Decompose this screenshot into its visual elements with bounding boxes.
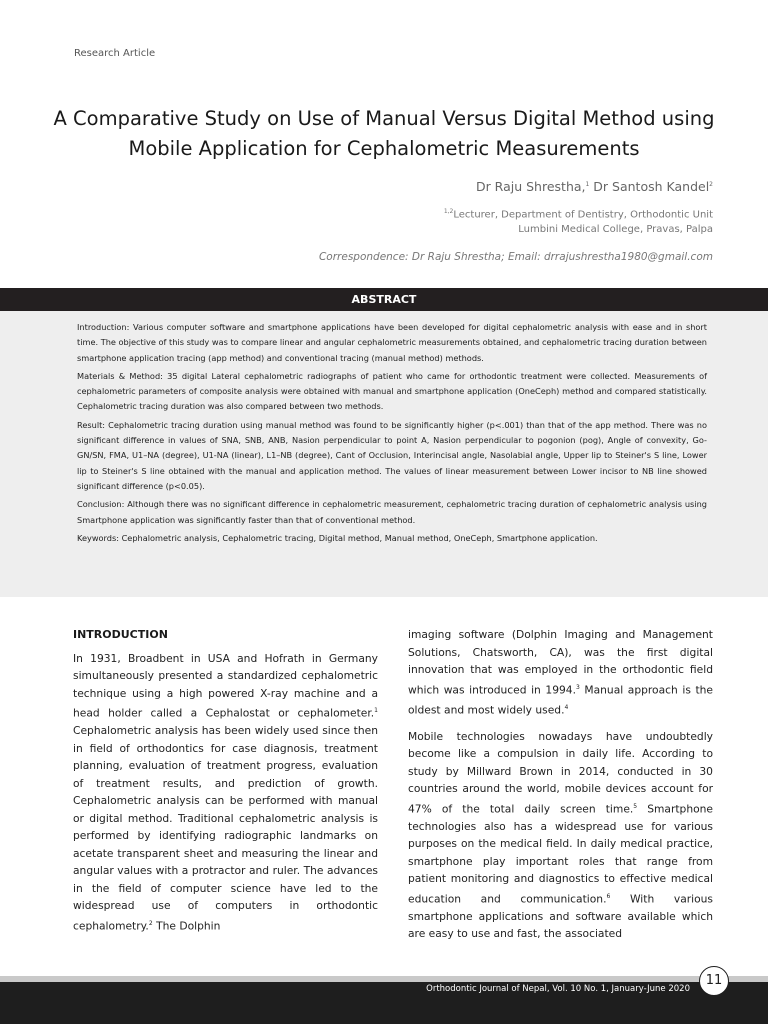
abstract-introduction: Introduction: Various computer software and smartphone applications have been developed for digital cephalometric analysis with ease and in short time. The objective of this study was to compare linear and angular cephalometric measurements obtained, and cephalometric tracing duration between smartphone application tracing (app method) and conventional tracing (manual method) methods.: [77, 322, 707, 363]
citation-mark: 4: [564, 703, 569, 711]
author-name: Dr Santosh Kandel: [589, 179, 710, 194]
body-text: Smartphone technologies also has a widespread use for various purposes on the medical field. In daily medical practice, smartphone play important roles that range from patient monitoring and diagnostics to effective medical education and communication.: [408, 802, 713, 906]
citation-mark: 6: [606, 892, 611, 900]
abstract-conclusion: Conclusion: Although there was no significant difference in cephalometric measurement, cephalometric tracing duration of cephalometric analysis using Smartphone application was significantly faster than that of conventional method.: [77, 499, 707, 525]
citation-mark: 5: [633, 802, 638, 810]
abstract-result: Result: Cephalometric tracing duration using manual method was found to be significantly higher (p<.001) than that of the app method. There was no significant difference in values of SNA, SNB, ANB, Nasion perpendicular to point A, Nasion perpendicular to pogonion (pog), Angle of convexity, Go-GN/SN, FMA, U1–NA (degree), U1-NA (linear), L1–NB (degree), Cant of Occlusion, Interincisal angle, Nasolabial angle, Upper lip to Steiner's S line, Lower lip to Steiner's S line obtained with the manual and application method. The values of linear measurement between Lower incisor to NB line showed significant difference (p<0.05).: [77, 419, 707, 491]
affiliation-line: Lecturer, Department of Dentistry, Orthodontic Unit: [453, 209, 713, 221]
body-paragraph: [73, 650, 378, 935]
body-text: imaging software (Dolphin Imaging and Management Solutions, Chatsworth, CA), was the first digital innovation that was employed in the orthodontic field which was introduced in 1994.: [408, 628, 713, 697]
body-paragraph: [408, 728, 713, 943]
citation-mark: 2: [148, 919, 153, 927]
citation-mark: 1: [374, 707, 378, 714]
affiliation-line: Lumbini Medical College, Pravas, Palpa: [518, 224, 713, 236]
page-number: 11: [699, 966, 729, 996]
article-type-label: Research Article: [74, 48, 156, 59]
abstract-box: [0, 311, 768, 597]
body-text: Cephalometric analysis has been widely used since then in field of orthodontics for case diagnosis, treatment planning, evaluation of treatment progress, evaluation of treatment results, and prediction of growth. Cephalometric analysis can be performed with manual or digital method. Traditional cephalometric analysis is performed by identifying radiographic landmarks on acetate transparent sheet and measuring the linear and angular values with a protractor and ruler. The advances in the field of computer science have led to the widespread use of computers in orthodontic cephalometry.: [73, 724, 378, 933]
body-text: Manual approach is the oldest and most widely used.: [408, 683, 713, 717]
correspondence-line: Correspondence: Dr Raju Shrestha; Email: drrajushrestha1980@gmail.com: [318, 251, 713, 263]
abstract-methods: Materials & Method: 35 digital Lateral cephalometric radiographs of patient who came for orthodontic treatment were collected. Measurements of cephalometric parameters of composite analysis were obtained with manual and smartphone application (OneCeph) method and compared statistically. Cephalometric tracing duration was also compared between two methods.: [77, 370, 707, 412]
author-name: Dr Raju Shrestha,: [475, 179, 586, 194]
body-text: The Dolphin: [152, 919, 221, 933]
abstract-heading: ABSTRACT: [0, 288, 768, 311]
body-column-left: [73, 626, 378, 944]
body-paragraph: [408, 626, 713, 719]
section-heading-introduction: INTRODUCTION: [73, 628, 168, 641]
footer-bar: [0, 982, 768, 1024]
journal-citation: Orthodontic Journal of Nepal, Vol. 10 No. 1, January-June 2020: [426, 984, 690, 994]
author-list: [476, 179, 713, 194]
author-affiliation-mark: 1: [585, 180, 590, 188]
paper-title: A Comparative Study on Use of Manual Versus Digital Method using Mobile Application for Cephalometric Measurements: [53, 107, 715, 160]
body-text: In 1931, Broadbent in USA and Hofrath in Germany simultaneously presented a standardized cephalometric technique using a high powered X-ray machine and a head holder called a Cephalostat or cephalometer.: [73, 651, 378, 720]
citation-mark: 3: [576, 683, 580, 691]
affiliation-mark: 1,2: [443, 208, 454, 215]
author-affiliation-mark: 2: [709, 180, 713, 188]
abstract-keywords: Keywords: Cephalometric analysis, Cephalometric tracing, Digital method, Manual method, OneCeph, Smartphone application.: [77, 532, 598, 543]
body-text: With various smartphone applications and software available which are easy to use and fast, the associated: [408, 892, 713, 941]
body-column-right: [408, 626, 713, 952]
body-text: Mobile technologies nowadays have undoubtedly become like a compulsion in daily life. According to study by Millward Brown in 2014, conducted in 30 countries around the world, mobile devices account for 47% of the total daily screen time.: [408, 729, 713, 816]
affiliation: [313, 204, 713, 237]
